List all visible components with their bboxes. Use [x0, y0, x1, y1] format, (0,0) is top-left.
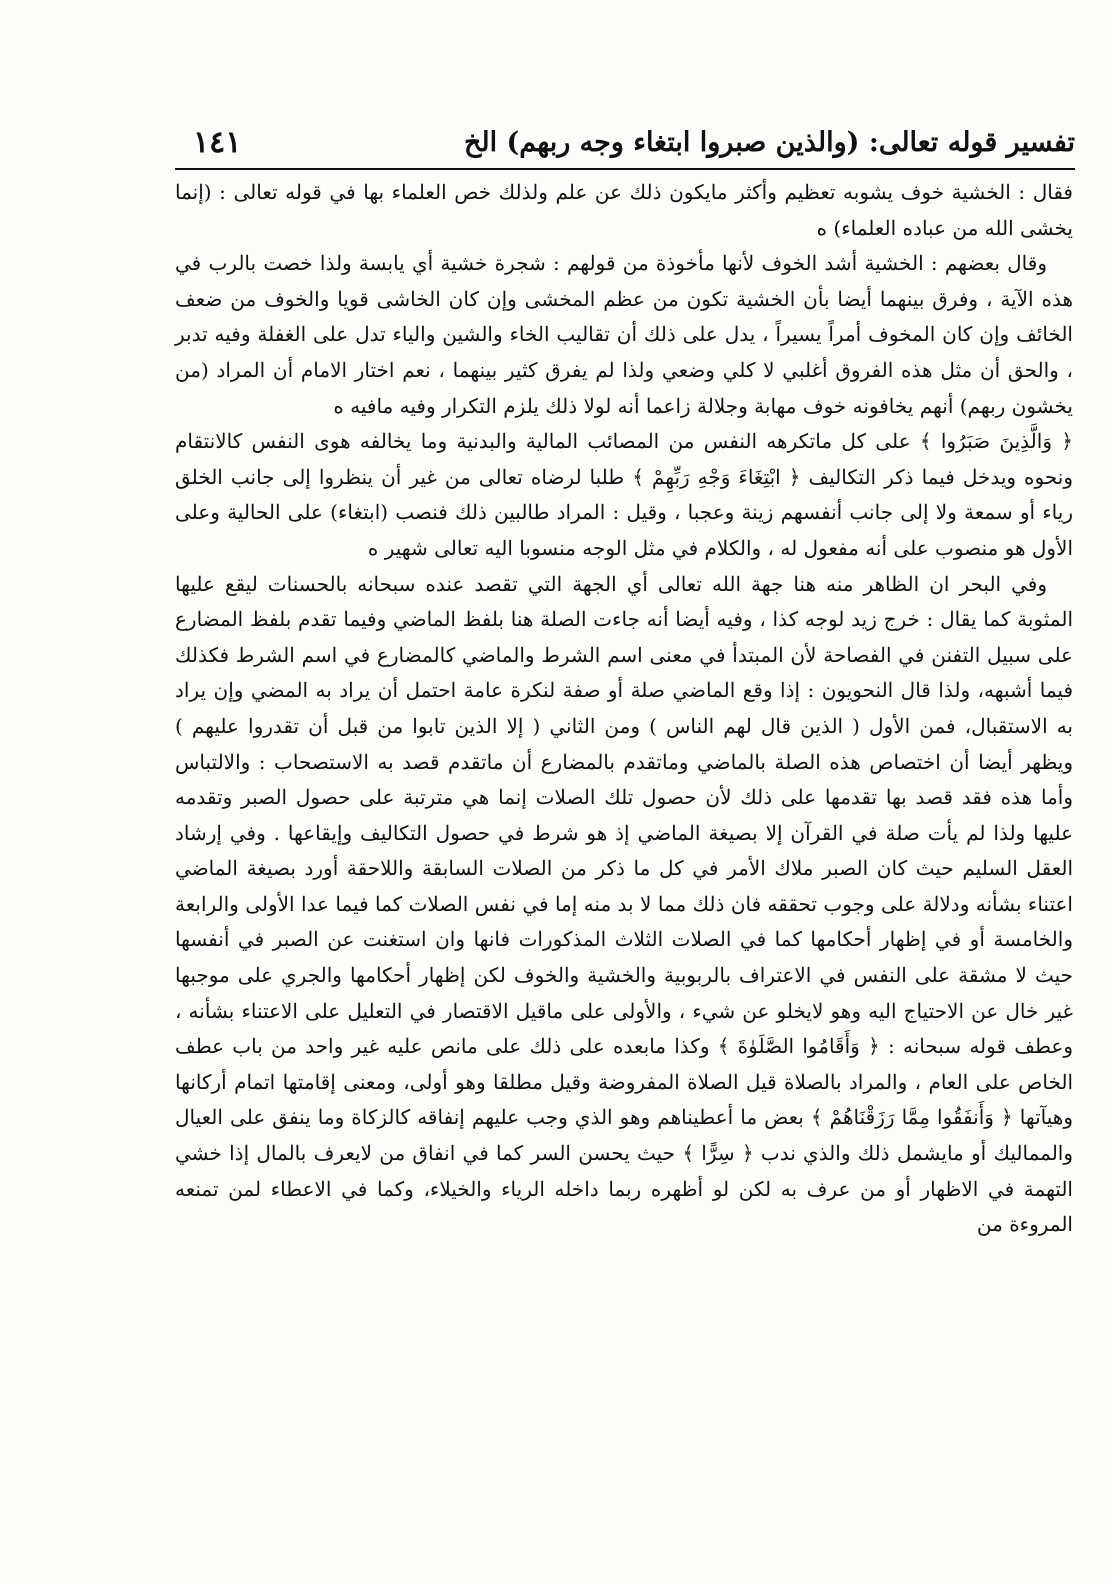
paragraph: وقال بعضهم : الخشية أشد الخوف لأنها مأخوذة من قولهم : شجرة خشية أي يابسة ولذا خصت بالرب في هذه الآية ، وفرق بينهما أيضا بأن الخشية تكون من عظم المخشى وإن كان الخاشى قويا والخوف من ضعف الخائف وإن كان المخوف أمراً يسيراً ، يدل على ذلك أن تقاليب الخاء والشين والياء تدل على الغفلة وفيه تدبر ، والحق أن مثل هذه الفروق أغلبي لا كلي وضعي ولذا لم يفرق كثير بينهما ، نعم اختار الامام أن المراد (من يخشون ربهم) أنهم يخافونه خوف مهابة وجلالة زاعما أنه لولا ذلك يلزم التكرار وفيه مافيه ه [175, 251, 1074, 418]
paragraph: فقال : الخشية خوف يشوبه تعظيم وأكثر مايكون ذلك عن علم ولذلك خص العلماء بها في قوله تعالى : (إنما يخشى الله من عباده العلماء) ه [175, 180, 1073, 240]
page-number: ١٤١ [193, 124, 242, 160]
header-rule [175, 168, 1075, 170]
paragraph: وفي البحر ان الظاهر منه هنا جهة الله تعالى أي الجهة التي تقصد عنده سبحانه بالحسنات ليقع عليها المثوبة كما يقال : خرج زيد لوجه كذا ، وفيه أيضا أنه جاءت الصلة هنا بلفظ الماضي وفيما تقدم بلفظ المضارع على سبيل التفنن في الفصاحة لأن المبتدأ في معنى اسم الشرط والماضي كالمضارع في اسم الشرط فكذلك فيما أشبهه، ولذا قال النحويون : إذا وقع الماضي صلة أو صفة لنكرة عامة احتمل أن يراد به المضي وإن يراد به الاستقبال، فمن الأول ( الذين قال لهم الناس ) ومن الثاني ( إلا الذين تابوا من قبل أن تقدروا عليهم ) ويظهر أيضا أن اختصاص هذه الصلة بالماضي وماتقدم بالمضارع أن ماتقدم قصد به الاستصحاب : والالتباس وأما هذه فقد قصد بها تقدمها على ذلك لأن حصول تلك الصلات إنما هي مترتبة على حصول الصبر وتقدمه عليها ولذا لم يأت صلة في القرآن إلا بصيغة الماضي إذ هو شرط في حصول التكاليف وإيقاعها . وفي إرشاد العقل السليم حيث كان الصبر ملاك الأمر في كل ما ذكر من الصلات السابقة واللاحقة أورد بصيغة الماضي اعتناء بشأنه ودلالة على وجوب تحققه فان ذلك مما لا بد منه إما في نفس الصلات كما فيما عدا الأولى والرابعة والخامسة أو في إظهار أحكامها كما في الصلات الثلاث المذكورات فانها وان استغنت عن الصبر في أنفسها حيث لا مشقة على النفس في الاعتراف بالربوبية والخشية والخوف لكن إظهار أحكامها والجري على موجبها غير خال عن الاحتياج اليه وهو لايخلو عن شيء ، والأولى على ماقيل الاقتصار في التعليل على الاعتناء بشأنه ، وعطف قوله سبحانه : ﴿ وَأَقَامُوا الصَّلَوٰةَ ﴾ وكذا مابعده على ذلك على مانص عليه غير واحد من باب عطف الخاص على العام ، والمراد بالصلاة قيل الصلاة المفروضة وقيل مطلقا وهو أولى، ومعنى إقامتها اتمام أركانها وهيآتها ﴿ وَأَنفَقُوا مِمَّا رَزَقْنَاهُمْ ﴾ بعض ما أعطيناهم وهو الذي وجب عليهم إنفاقه كالزكاة وما ينفق على العيال والمماليك أو مايشمل ذلك والذي ندب ﴿ سِرًّا ﴾ حيث يحسن السر كما في انفاق من لايعرف بالمال إذا خشي التهمة في الاظهار أو من عرف به لكن لو أظهره ربما داخله الرياء والخيلاء، وكما في الاعطاء لمن تمنعه المروءة من [175, 571, 1074, 1237]
page-header [175, 118, 1075, 166]
page-body [175, 175, 1073, 1243]
running-title: تفسير قوله تعالى: (والذين صبروا ابتغاء وجه ربهم) الخ [463, 126, 1075, 158]
paragraph: ﴿ وَالَّذِينَ صَبَرُوا ﴾ على كل ماتكرهه النفس من المصائب المالية والبدنية وما يخالفه هوى النفس كالانتقام ونحوه ويدخل فيما ذكر التكاليف ﴿ ابْتِغَاءَ وَجْهِ رَبِّهِمْ ﴾ طلبا لرضاه تعالى من غير أن ينظروا إلى جانب الخلق رياء أو سمعة ولا إلى جانب أنفسهم زينة وعجبا ، وقيل : المراد طالبين ذلك فنصب (ابتغاء) على الحالية وعلى الأول هو منصوب على أنه مفعول له ، والكلام في مثل الوجه منسوبا اليه تعالى شهير ه [175, 429, 1073, 560]
